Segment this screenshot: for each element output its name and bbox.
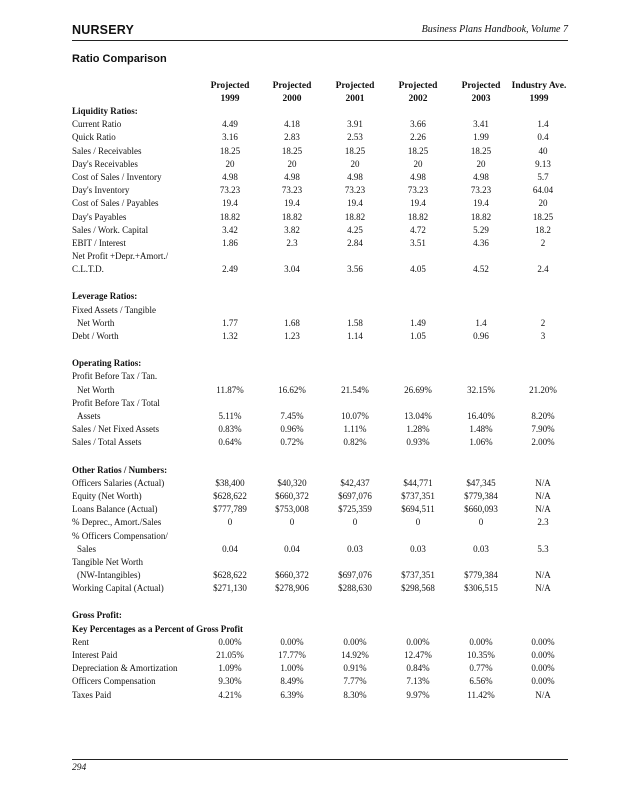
row-label: Sales / Receivables	[72, 145, 142, 156]
table-cell: 0.00%	[280, 636, 304, 647]
table-cell: 0.00%	[343, 636, 367, 647]
table-cell: 4.98	[222, 171, 238, 182]
table-cell: 2.3	[286, 237, 298, 248]
column-header-line2: 2003	[471, 93, 491, 104]
table-cell: 1.4	[537, 119, 549, 130]
table-cell: 3.56	[347, 264, 363, 275]
table-cell: 20	[350, 158, 360, 169]
section-heading: Leverage Ratios:	[72, 291, 138, 302]
table-cell: 3.41	[473, 119, 489, 130]
section-heading-row	[72, 623, 568, 636]
row-label: Cost of Sales / Inventory	[72, 171, 162, 182]
table-cell: 7.13%	[406, 676, 430, 687]
table-cell: 0.03	[473, 543, 489, 554]
table-cell: 4.25	[347, 224, 363, 235]
table-cell: 3	[540, 331, 546, 342]
table-cell: 2.00%	[531, 437, 555, 448]
row-label: Cost of Sales / Payables	[72, 198, 159, 209]
table-cell: 0.93%	[406, 437, 430, 448]
table-row	[72, 516, 568, 529]
table-cell: $44,771	[403, 477, 433, 488]
row-label: Sales / Work. Capital	[72, 224, 149, 235]
table-cell: 0.91%	[343, 663, 367, 674]
table-cell: 40	[538, 145, 548, 156]
row-label: Quick Ratio	[72, 132, 116, 143]
table-cell: 3.66	[410, 119, 426, 130]
row-label-line1: % Officers Compensation/	[72, 530, 168, 541]
table-cell: 2	[540, 237, 546, 248]
table-row	[72, 675, 568, 688]
table-cell: 18.82	[281, 211, 303, 222]
table-cell: 5.11%	[218, 410, 242, 421]
table-cell: 0.64%	[218, 437, 242, 448]
row-label: Sales / Total Assets	[72, 437, 142, 448]
ratio-table	[72, 105, 568, 702]
table-cell: $288,630	[338, 583, 372, 594]
table-cell: 1.48%	[469, 424, 493, 435]
table-cell: N/A	[535, 477, 551, 488]
table-cell: 18.82	[344, 211, 366, 222]
table-cell: $306,515	[464, 583, 498, 594]
table-cell: $660,372	[275, 490, 309, 501]
table-cell: 32.15%	[467, 384, 495, 395]
table-cell: 3.91	[347, 119, 363, 130]
table-cell: 2.53	[347, 132, 363, 143]
table-cell: 0.4	[537, 132, 549, 143]
table-cell: 13.04%	[404, 410, 432, 421]
table-cell: 18.25	[281, 145, 303, 156]
section-heading-row	[72, 609, 568, 622]
page-header	[72, 22, 568, 41]
table-cell: 18.82	[407, 211, 429, 222]
table-row	[72, 224, 568, 237]
table-row	[72, 503, 568, 516]
table-cell: 0.82%	[343, 437, 367, 448]
row-label: Rent	[72, 636, 89, 647]
table-cell: 3.04	[284, 264, 300, 275]
table-row	[72, 237, 568, 250]
table-cell: 0.04	[284, 543, 300, 554]
footer-rule	[72, 759, 568, 760]
table-cell: 0	[289, 517, 295, 528]
header-book-title: Business Plans Handbook, Volume 7	[421, 24, 568, 35]
table-cell: 1.06%	[469, 437, 493, 448]
table-cell: 21.54%	[341, 384, 369, 395]
table-cell: 73.23	[281, 185, 303, 196]
table-cell: 8.49%	[280, 676, 304, 687]
row-label: Day's Payables	[72, 211, 127, 222]
table-cell: 1.68	[284, 317, 300, 328]
table-cell: 9.30%	[218, 676, 242, 687]
table-cell: 4.18	[284, 119, 300, 130]
table-cell: 4.05	[410, 264, 426, 275]
table-cell: 64.04	[532, 185, 554, 196]
section-heading: Liquidity Ratios:	[72, 106, 138, 116]
row-label: % Deprec., Amort./Sales	[72, 517, 162, 528]
table-cell: 26.69%	[404, 384, 432, 395]
table-cell: $779,384	[464, 570, 498, 581]
table-cell: 19.4	[347, 198, 363, 209]
table-cell: 2.83	[284, 132, 300, 143]
table-cell: 0.00%	[531, 636, 555, 647]
table-cell: 0.00%	[406, 636, 430, 647]
table-cell: 0	[415, 517, 421, 528]
table-cell: $697,076	[338, 490, 372, 501]
row-label-line1: Fixed Assets / Tangible	[72, 304, 156, 315]
table-cell: 12.47%	[404, 650, 432, 661]
table-cell: 1.86	[222, 237, 238, 248]
row-label-line1: Net Profit +Depr.+Amort./	[72, 251, 169, 262]
table-row	[72, 636, 568, 649]
table-cell: 18.25	[532, 211, 554, 222]
table-cell: 5.7	[537, 171, 549, 182]
table-cell: 2.49	[222, 264, 238, 275]
row-label-line1: Profit Before Tax / Total	[72, 397, 160, 408]
row-label: EBIT / Interest	[72, 237, 126, 248]
table-cell: 73.23	[219, 185, 241, 196]
table-cell: 2.26	[410, 132, 426, 143]
table-cell: $753,008	[275, 504, 309, 515]
table-cell: 4.36	[473, 237, 489, 248]
row-label-line2: Net Worth	[77, 384, 115, 395]
section-spacer	[72, 450, 568, 464]
table-cell: 0.96%	[280, 424, 304, 435]
table-cell: 1.58	[347, 317, 363, 328]
row-label: Working Capital (Actual)	[72, 583, 164, 594]
table-cell: 1.00%	[280, 663, 304, 674]
table-cell: $47,345	[466, 477, 496, 488]
table-cell: 20	[225, 158, 235, 169]
column-header-line1: Projected	[398, 81, 438, 91]
table-cell: 6.56%	[469, 676, 493, 687]
table-cell: 4.49	[222, 119, 238, 130]
table-cell: 7.77%	[343, 676, 367, 687]
table-cell: 0.00%	[469, 636, 493, 647]
table-cell: 18.82	[219, 211, 241, 222]
table-cell: 8.30%	[343, 689, 367, 700]
table-cell: 8.20%	[531, 410, 555, 421]
table-row	[72, 490, 568, 503]
table-cell: $628,622	[213, 490, 247, 501]
table-row	[72, 423, 568, 436]
column-header-line2: 2001	[345, 93, 365, 104]
table-cell: 1.23	[284, 331, 300, 342]
table-cell: 19.4	[473, 198, 489, 209]
table-cell: 0	[478, 517, 484, 528]
column-header-line1: Projected	[335, 81, 375, 91]
table-cell: 1.14	[347, 331, 363, 342]
table-cell: 6.39%	[280, 689, 304, 700]
table-cell: 4.98	[284, 171, 300, 182]
table-cell: 7.45%	[280, 410, 304, 421]
column-header-2000	[257, 80, 327, 105]
table-cell: 0.04	[222, 543, 238, 554]
table-cell: 18.25	[407, 145, 429, 156]
table-cell: 3.42	[222, 224, 238, 235]
table-cell: 0.72%	[280, 437, 304, 448]
table-cell: 0	[227, 517, 233, 528]
row-label-line1: Profit Before Tax / Tan.	[72, 371, 158, 382]
column-header-2002	[383, 80, 453, 105]
table-row	[72, 304, 568, 330]
header-section-name: NURSERY	[72, 23, 135, 37]
table-cell: 0.84%	[406, 663, 430, 674]
table-cell: 19.4	[410, 198, 426, 209]
column-header-line2: 1999	[220, 93, 240, 104]
table-row	[72, 582, 568, 595]
table-cell: 9.13	[535, 158, 551, 169]
table-cell: 0.00%	[531, 663, 555, 674]
table-cell: 2.4	[537, 264, 549, 275]
table-cell: 19.4	[222, 198, 238, 209]
table-cell: N/A	[535, 504, 551, 515]
row-label-line2: Sales	[77, 543, 96, 554]
table-cell: 0.00%	[218, 636, 242, 647]
section-heading: Operating Ratios:	[72, 358, 142, 369]
table-cell: 11.87%	[216, 384, 244, 395]
table-cell: 16.62%	[278, 384, 306, 395]
section-spacer	[72, 276, 568, 290]
table-cell: 18.82	[470, 211, 492, 222]
row-label: Depreciation & Amortization	[72, 663, 178, 674]
table-row	[72, 118, 568, 131]
table-cell: 0.03	[347, 543, 363, 554]
table-cell: 4.98	[347, 171, 363, 182]
table-cell: $38,400	[215, 477, 245, 488]
table-cell: $271,130	[213, 583, 247, 594]
table-row	[72, 662, 568, 675]
table-row	[72, 689, 568, 702]
table-cell: $42,437	[340, 477, 370, 488]
table-cell: 1.4	[475, 317, 487, 328]
table-cell: 4.72	[410, 224, 426, 235]
section-heading-row	[72, 464, 568, 477]
table-cell: 1.77	[222, 317, 238, 328]
table-cell: 2.3	[537, 517, 549, 528]
section-heading-row	[72, 290, 568, 303]
table-cell: 20	[287, 158, 297, 169]
section-heading: Gross Profit:	[72, 610, 122, 621]
table-cell: $697,076	[338, 570, 372, 581]
table-cell: 19.4	[284, 198, 300, 209]
table-cell: 7.90%	[531, 424, 555, 435]
table-cell: 0.96	[473, 331, 489, 342]
table-cell: 0.00%	[531, 650, 555, 661]
table-cell: $660,093	[464, 504, 498, 515]
table-cell: 16.40%	[467, 410, 495, 421]
section-heading-row	[72, 357, 568, 370]
table-row	[72, 184, 568, 197]
row-label: Equity (Net Worth)	[72, 490, 142, 501]
row-label: Day's Receivables	[72, 158, 138, 169]
row-label-line1: Tangible Net Worth	[72, 556, 143, 567]
table-cell: 9.97%	[406, 689, 430, 700]
table-cell: 21.20%	[529, 384, 557, 395]
table-cell: 3.51	[410, 237, 426, 248]
column-header-line1: Projected	[210, 81, 250, 91]
table-cell: 4.98	[410, 171, 426, 182]
row-label: Taxes Paid	[72, 689, 112, 700]
table-cell: 1.99	[473, 132, 489, 143]
row-label: Officers Salaries (Actual)	[72, 477, 165, 488]
row-label-line2: C.L.T.D.	[72, 264, 104, 275]
table-row	[72, 197, 568, 210]
table-row	[72, 397, 568, 423]
table-cell: 21.05%	[216, 650, 244, 661]
table-cell: 18.25	[344, 145, 366, 156]
table-cell: 5.3	[537, 543, 549, 554]
column-header-line2: 2000	[282, 93, 302, 104]
table-cell: $725,359	[338, 504, 372, 515]
table-cell: 4.52	[473, 264, 489, 275]
table-cell: 1.28%	[406, 424, 430, 435]
section-heading: Other Ratios / Numbers:	[72, 464, 168, 475]
table-cell: 1.49	[410, 317, 426, 328]
table-row	[72, 556, 568, 582]
table-cell: $737,351	[401, 490, 435, 501]
table-cell: N/A	[535, 490, 551, 501]
table-row	[72, 436, 568, 449]
table-cell: 11.42%	[467, 689, 495, 700]
table-cell: 2	[540, 317, 546, 328]
row-label-line2: Net Worth	[77, 317, 115, 328]
row-label: Officers Compensation	[72, 676, 156, 687]
table-cell: $779,384	[464, 490, 498, 501]
table-cell: 20	[538, 198, 548, 209]
table-row	[72, 477, 568, 490]
table-row	[72, 530, 568, 556]
table-cell: 17.77%	[278, 650, 306, 661]
table-cell: 1.05	[410, 331, 426, 342]
table-cell: 4.98	[473, 171, 489, 182]
column-header-1999	[195, 80, 265, 105]
row-label: Loans Balance (Actual)	[72, 504, 158, 515]
table-cell: 20	[476, 158, 486, 169]
table-cell: 18.2	[535, 224, 551, 235]
column-header-2001	[320, 80, 390, 105]
table-cell: 4.21%	[218, 689, 242, 700]
table-row	[72, 158, 568, 171]
column-header-line2: 1999	[529, 93, 549, 104]
page-number: 294	[72, 763, 87, 773]
table-cell: 1.11%	[343, 424, 367, 435]
row-label: Day's Inventory	[72, 185, 130, 196]
table-cell: N/A	[535, 689, 551, 700]
page-title: Ratio Comparison	[72, 53, 167, 65]
table-row	[72, 211, 568, 224]
row-label-line2: Assets	[77, 410, 101, 421]
row-label-line2: (NW-Intangibles)	[77, 570, 141, 581]
table-row	[72, 649, 568, 662]
table-row	[72, 131, 568, 144]
table-cell: 10.35%	[467, 650, 495, 661]
table-cell: $40,320	[277, 477, 307, 488]
row-label: Debt / Worth	[72, 331, 119, 342]
table-cell: 1.32	[222, 331, 238, 342]
table-cell: $777,789	[213, 504, 247, 515]
table-cell: 18.25	[470, 145, 492, 156]
table-cell: 18.25	[219, 145, 241, 156]
row-label: Interest Paid	[72, 650, 118, 661]
table-cell: 10.07%	[341, 410, 369, 421]
table-cell: 0.03	[410, 543, 426, 554]
column-header-line1: Projected	[461, 81, 501, 91]
section-spacer	[72, 595, 568, 609]
table-cell: 5.29	[473, 224, 489, 235]
table-cell: 0.83%	[218, 424, 242, 435]
table-cell: 2.84	[347, 237, 363, 248]
table-cell: N/A	[535, 583, 551, 594]
column-header-industry-ave	[500, 80, 578, 105]
table-cell: $660,372	[275, 570, 309, 581]
table-cell: 0.77%	[469, 663, 493, 674]
table-cell: $278,906	[275, 583, 309, 594]
table-row	[72, 145, 568, 158]
table-row	[72, 370, 568, 396]
column-header-line1: Industry Ave.	[511, 81, 567, 91]
table-cell: $628,622	[213, 570, 247, 581]
table-cell: 73.23	[470, 185, 492, 196]
table-cell: N/A	[535, 570, 551, 581]
section-heading-row	[72, 105, 568, 118]
table-row	[72, 250, 568, 276]
table-cell: 20	[413, 158, 423, 169]
table-cell: 3.16	[222, 132, 238, 143]
section-spacer	[72, 343, 568, 357]
column-header-line2: 2002	[408, 93, 428, 104]
table-cell: 0.00%	[531, 676, 555, 687]
table-cell: 73.23	[407, 185, 429, 196]
table-cell: 3.82	[284, 224, 300, 235]
table-cell: $737,351	[401, 570, 435, 581]
table-cell: $694,511	[401, 504, 435, 515]
table-cell: 1.09%	[218, 663, 242, 674]
section-heading: Key Percentages as a Percent of Gross Profit	[72, 623, 244, 634]
table-cell: 73.23	[344, 185, 366, 196]
table-cell: 14.92%	[341, 650, 369, 661]
row-label: Current Ratio	[72, 119, 122, 130]
table-row	[72, 330, 568, 343]
table-row	[72, 171, 568, 184]
table-cell: $298,568	[401, 583, 435, 594]
column-header-line1: Projected	[272, 81, 312, 91]
table-cell: 0	[352, 517, 358, 528]
row-label: Sales / Net Fixed Assets	[72, 424, 159, 435]
